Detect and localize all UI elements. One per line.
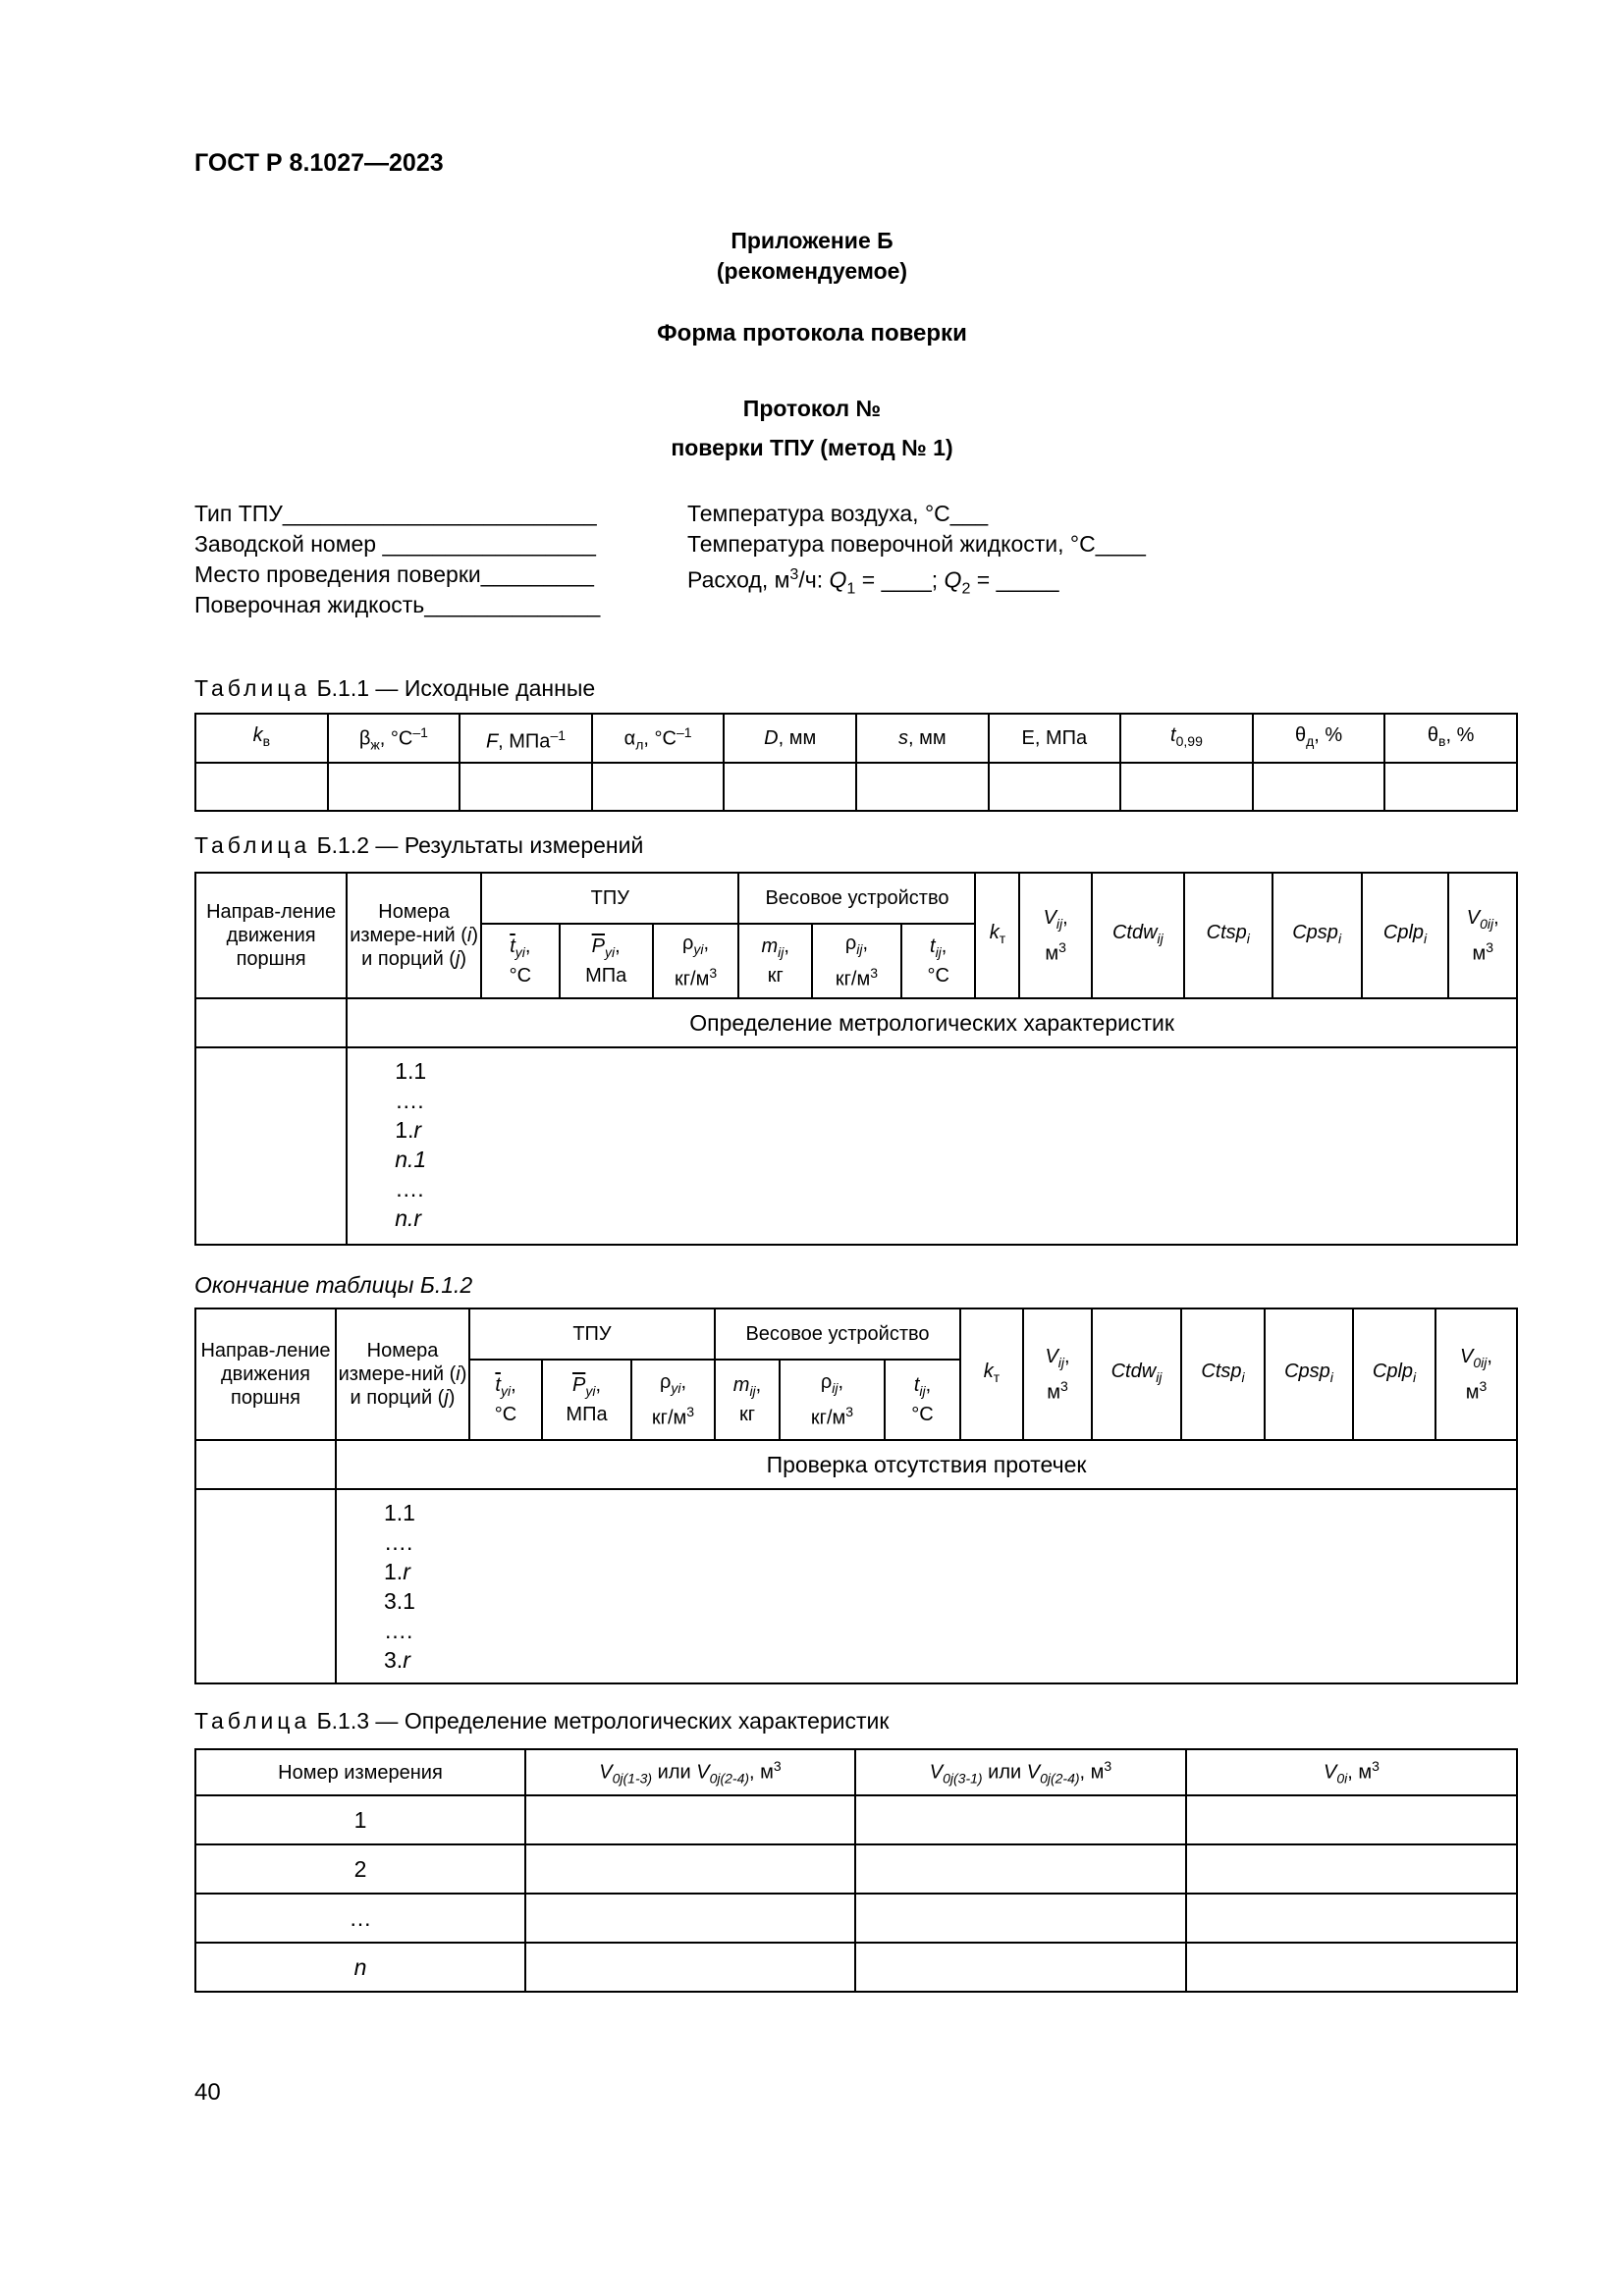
table2b-body-row (195, 1489, 1517, 1683)
field-serial-number: Заводской номер _________________ (194, 531, 596, 557)
col-t-yi: $\overline{t}_{yi}$, °С (469, 1360, 542, 1440)
protocol-heading (0, 394, 1624, 463)
col-rho-yi: $\rho_{yi}$, $кг/м^3$ (653, 924, 739, 998)
table-row (195, 1943, 1517, 1992)
col-d: D, мм (724, 714, 856, 763)
table2b-header-row-1 (195, 1308, 1517, 1360)
appendix-subtitle: (рекомендуемое) (716, 258, 908, 284)
table3-header-row (195, 1749, 1517, 1795)
form-fields-right (687, 499, 1146, 604)
leak-check-list (336, 1489, 1517, 1683)
col-t099: $t_{0,99}$ (1120, 714, 1253, 763)
col-s: s, мм (856, 714, 989, 763)
col-m-ij: $m_{ij}$, кг (738, 924, 812, 998)
col-group-scale: Весовое устройство (715, 1308, 960, 1360)
table-initial-data (194, 713, 1518, 812)
field-liquid-temperature: Температура поверочной жидкости, °С____ (687, 531, 1146, 557)
col-ctdw: Ctdw$_{ij}$ (1092, 1308, 1181, 1440)
table3-caption: Таблица Б.1.3 — Определение метрологических характеристик (194, 1708, 890, 1734)
col-v0i: $V_{0i}$, $м^3$ (1186, 1749, 1517, 1795)
row-number: n (195, 1943, 525, 1992)
protocol-title: Протокол № (742, 396, 882, 421)
list-item: 1.1 (384, 1500, 415, 1525)
table2-header-row-1 (195, 873, 1517, 924)
col-ctdw: Ctdw$_{ij}$ (1092, 873, 1184, 998)
field-tpu-type: Тип ТПУ_________________________ (194, 501, 597, 526)
col-ctsp: Ctsp$_i$ (1181, 1308, 1265, 1440)
col-theta-v: $\theta_в$, % (1384, 714, 1517, 763)
measurement-list (347, 1047, 1517, 1245)
appendix-title: Приложение Б (731, 228, 893, 253)
row-number: … (195, 1894, 525, 1943)
table-measurement-results-end (194, 1308, 1518, 1684)
field-air-temperature: Температура воздуха, °С___ (687, 501, 989, 526)
section-metrological-characteristics: Определение метрологических характеристик (347, 998, 1517, 1047)
field-flow-rate: Расход, $м^3/ч$: $Q_1$ = ____; $Q_2$ = _____ (687, 565, 1059, 598)
col-v-ij: $V_{ij}$, $м^3$ (1023, 1308, 1092, 1440)
table1-empty-row (195, 763, 1517, 811)
col-f: F, МПа$^{-1}$ (460, 714, 592, 763)
table-measurement-results (194, 872, 1518, 1246)
col-e: Е, МПа (989, 714, 1121, 763)
col-v0ij: $V_{0ij}$, $м^3$ (1435, 1308, 1517, 1440)
table-row (195, 1795, 1517, 1844)
col-p-yi: $\overline{P}_{yi}$, МПа (542, 1360, 631, 1440)
col-rho-ij: $\rho_{ij}$, $кг/м^3$ (812, 924, 901, 998)
col-alpha: $\alpha_л$, $^\circ С^{-1}$ (592, 714, 725, 763)
col-t-ij: $t_{ij}$, °С (885, 1360, 960, 1440)
col-piston-direction: Направ-ление движения поршня (195, 873, 347, 998)
table2-caption: Таблица Б.1.2 — Результаты измерений (194, 832, 644, 858)
list-item: …. (384, 1618, 413, 1643)
protocol-subtitle: поверки ТПУ (метод № 1) (671, 435, 953, 460)
list-item: …. (384, 1529, 413, 1555)
col-v-ij: $V_{ij}$, $м^3$ (1019, 873, 1092, 998)
list-item: 1.r (395, 1117, 422, 1143)
col-v0j-31-24: $V_{0j(3-1)}$ или $V_{0j(2-4)}$, $м^3$ (855, 1749, 1186, 1795)
list-item: 3.1 (384, 1588, 415, 1614)
col-rho-yi: $\rho_{yi}$, $кг/м^3$ (631, 1360, 715, 1440)
col-p-yi: $\overline{P}_{yi}$, МПа (560, 924, 653, 998)
table2-body-row (195, 1047, 1517, 1245)
col-measurement-number: Номер измерения (195, 1749, 525, 1795)
table2b-section-row (195, 1440, 1517, 1489)
field-verification-liquid: Поверочная жидкость______________ (194, 592, 601, 617)
col-v0j-13-24: $V_{0j(1-3)}$ или $V_{0j(2-4)}$, $м^3$ (525, 1749, 855, 1795)
field-verification-place: Место проведения поверки_________ (194, 561, 594, 587)
table2-section-row (195, 998, 1517, 1047)
row-number: 1 (195, 1795, 525, 1844)
list-item: n.r (395, 1205, 422, 1231)
list-item: 1.1 (395, 1058, 427, 1084)
list-item: n.1 (395, 1147, 427, 1172)
list-item: …. (395, 1088, 424, 1113)
col-ctsp: Ctsp$_i$ (1184, 873, 1272, 998)
col-cpsp: Cpsp$_i$ (1265, 1308, 1353, 1440)
col-beta: $\beta_ж$, $^\circ С^{-1}$ (328, 714, 460, 763)
col-piston-direction: Направ-ление движения поршня (195, 1308, 336, 1440)
form-title: Форма протокола поверки (657, 320, 967, 347)
form-fields-left (194, 499, 600, 620)
col-cpsp: Cpsp$_i$ (1272, 873, 1362, 998)
col-m-ij: $m_{ij}$, кг (715, 1360, 780, 1440)
table-row (195, 1844, 1517, 1894)
list-item: 1.r (384, 1559, 410, 1584)
table1-caption: Таблица Б.1.1 — Исходные данные (194, 675, 596, 701)
page-number: 40 (194, 2079, 221, 2106)
col-k-t: $k_т$ (960, 1308, 1023, 1440)
col-cplp: Cplp$_i$ (1362, 873, 1449, 998)
table-metrological-characteristics (194, 1748, 1518, 1993)
document-standard-header: ГОСТ Р 8.1027—2023 (194, 149, 444, 177)
table2-continuation-caption: Окончание таблицы Б.1.2 (194, 1272, 473, 1298)
col-k-v: $k_в$ (195, 714, 328, 763)
list-item: …. (395, 1176, 424, 1201)
appendix-heading (0, 226, 1624, 287)
col-t-yi: $\overline{t}_{yi}$, °С (481, 924, 560, 998)
col-group-scale: Весовое устройство (738, 873, 975, 924)
col-measurement-numbers: Номера измере-ний (i) и порций (j) (336, 1308, 469, 1440)
section-leak-check: Проверка отсутствия протечек (336, 1440, 1517, 1489)
col-v0ij: $V_{0ij}$, $м^3$ (1448, 873, 1517, 998)
col-cplp: Cplp$_i$ (1353, 1308, 1435, 1440)
col-k-t: $k_т$ (975, 873, 1019, 998)
col-t-ij: $t_{ij}$, °С (901, 924, 976, 998)
table1-header-row (195, 714, 1517, 763)
col-rho-ij: $\rho_{ij}$, $кг/м^3$ (780, 1360, 885, 1440)
row-number: 2 (195, 1844, 525, 1894)
list-item: 3.r (384, 1647, 410, 1673)
col-measurement-numbers: Номера измере-ний (i) и порций (j) (347, 873, 481, 998)
col-group-tpu: ТПУ (481, 873, 738, 924)
table-row (195, 1894, 1517, 1943)
col-theta-d: $\theta_д$, % (1253, 714, 1385, 763)
col-group-tpu: ТПУ (469, 1308, 715, 1360)
